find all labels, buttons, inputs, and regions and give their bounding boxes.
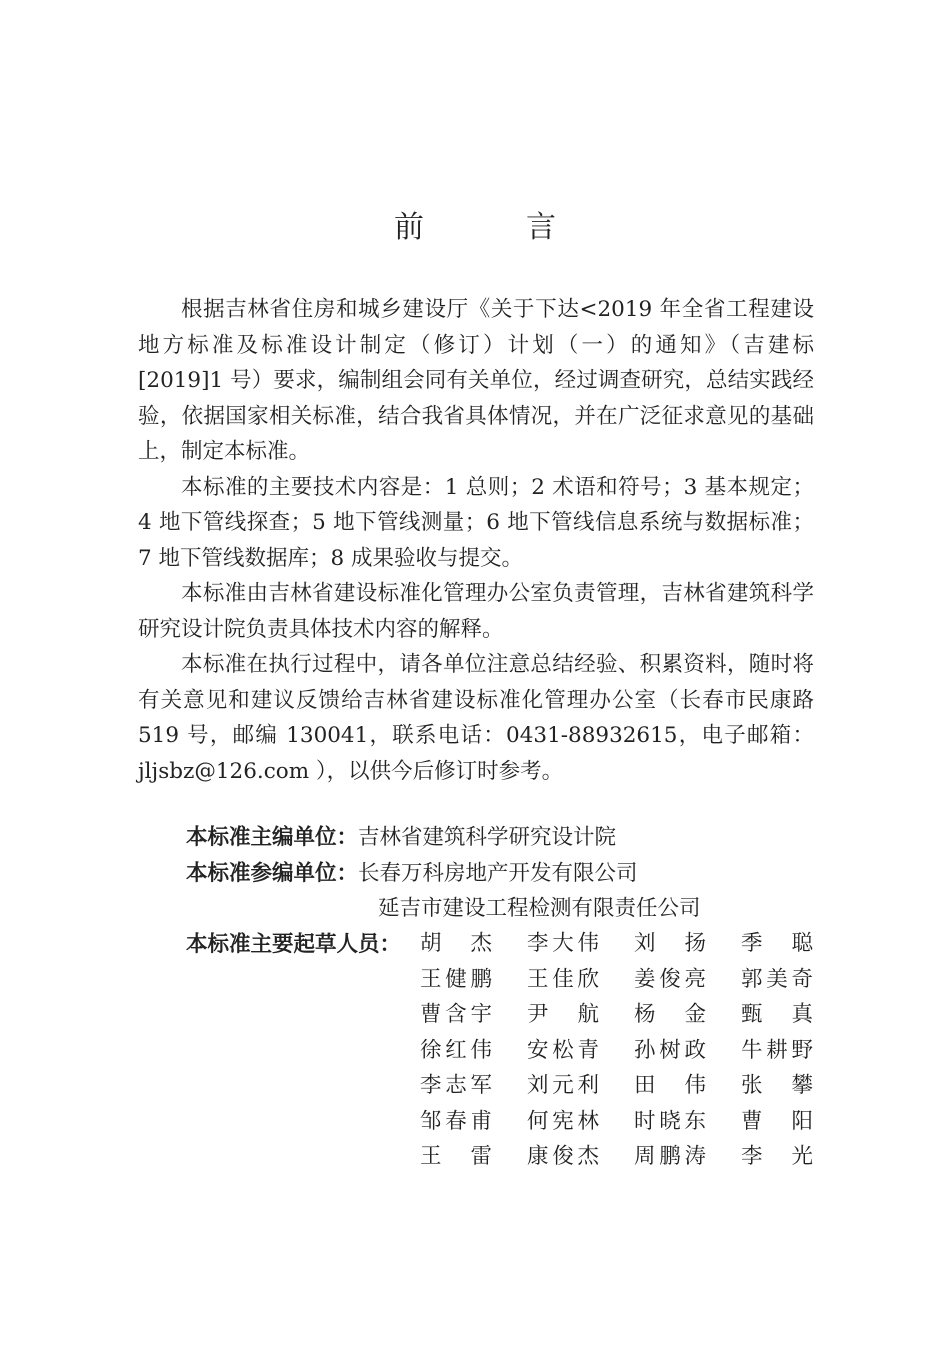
drafter-name: 邹 春 甫 <box>420 1108 492 1134</box>
drafters-row <box>420 1033 848 1069</box>
drafter-name: 郭 美 奇 <box>741 966 813 992</box>
drafter-name: 徐 红 伟 <box>420 1037 492 1063</box>
drafter-name: 曹 含 宇 <box>420 1002 492 1027</box>
drafters-row <box>420 1068 848 1104</box>
participant-label: 本标准参编单位： <box>186 860 359 886</box>
drafter-name: 甄 真 <box>741 1002 813 1027</box>
drafter-name: 王 雷 <box>420 1144 492 1169</box>
participant-value: 延吉市建设工程检测有限责任公司 <box>378 896 701 921</box>
drafter-name: 周 鹏 涛 <box>634 1144 706 1169</box>
paragraph: 根据吉林省住房和城乡建设厅《关于下达<2019 年全省工程建设地方标准及标准设计制定（修订）计划（一）的通知》（吉建标[2019]1 号）要求，编制组会同有关单位，经过调查研究，总结实践经验，依据国家相关标准，结合我省具体情况，并在广泛征求意见的基础上，制定本标准。 <box>138 297 814 464</box>
drafter-name: 杨 金 <box>634 1002 706 1027</box>
drafter-name: 李 志 军 <box>420 1073 492 1098</box>
drafter-name: 田 伟 <box>634 1073 706 1098</box>
drafter-name: 刘 扬 <box>634 931 706 956</box>
drafter-name: 王 佳 欣 <box>527 966 599 992</box>
drafters-grid <box>420 926 848 1175</box>
drafters-row <box>420 997 848 1033</box>
drafter-name: 何 宪 林 <box>527 1108 599 1134</box>
drafters-row <box>420 962 848 998</box>
drafter-name: 姜 俊 亮 <box>634 966 706 992</box>
drafter-name: 牛 耕 野 <box>741 1037 813 1063</box>
drafter-name: 李 大 伟 <box>527 931 599 956</box>
drafter-name: 曹 阳 <box>741 1108 813 1134</box>
drafter-name: 胡 杰 <box>420 931 492 956</box>
chief-editor-value: 吉林省建筑科学研究设计院 <box>358 825 617 850</box>
drafter-name: 尹 航 <box>527 1002 599 1027</box>
drafter-name: 刘 元 利 <box>527 1073 599 1098</box>
drafters-label: 本标准主要起草人员： <box>186 931 402 957</box>
participant-row-continued <box>186 891 701 927</box>
drafters-row <box>420 1139 848 1175</box>
chief-editor-row <box>186 820 701 856</box>
paragraph: 本标准在执行过程中，请各单位注意总结经验、积累资料，随时将有关意见和建议反馈给吉林省建设标准化管理办公室（长春市民康路 519 号，邮编 130041，联系电话：0431-88932615，电子邮箱：jljsbz@126.com ），以供今后修订时参考。 <box>138 652 814 784</box>
drafter-name: 王 健 鹏 <box>420 966 492 992</box>
chief-editor-label: 本标准主编单位： <box>186 825 359 850</box>
drafter-name: 李 光 <box>741 1144 813 1169</box>
paragraph: 本标准的主要技术内容是：1 总则；2 术语和符号；3 基本规定；4 地下管线探查；5 地下管线测量；6 地下管线信息系统与数据标准；7 地下管线数据库；8 成果验收与提交。 <box>138 474 814 571</box>
drafters-row <box>420 926 848 962</box>
preface-body <box>138 292 814 789</box>
drafter-name: 季 聪 <box>741 931 813 956</box>
drafter-name: 孙 树 政 <box>634 1037 706 1063</box>
drafter-name: 康 俊 杰 <box>527 1144 599 1169</box>
participant-value: 长春万科房地产开发有限公司 <box>358 860 638 886</box>
participant-row <box>186 856 701 892</box>
drafter-name: 安 松 青 <box>527 1037 599 1063</box>
drafters-row <box>420 1104 848 1140</box>
drafter-name: 张 攀 <box>741 1073 813 1098</box>
page-title: 前 言 <box>394 210 592 245</box>
paragraph: 本标准由吉林省建设标准化管理办公室负责管理，吉林省建筑科学研究设计院负责具体技术内容的解释。 <box>138 581 814 642</box>
drafter-name: 时 晓 东 <box>634 1108 706 1134</box>
